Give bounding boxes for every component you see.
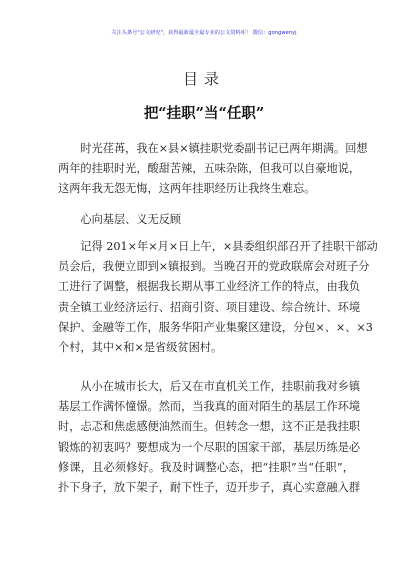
text-line: 两年的挂职时光，酸甜苦辣，五味杂陈，但我可以自豪地说， [58, 162, 361, 176]
section-heading [58, 210, 354, 230]
text-line: 责全镇工业经济运行、招商引资、项目建设、综合统计、环境 [58, 300, 361, 314]
toc-title: 目录 [182, 70, 225, 88]
text-line: 修课，且必须修好。我及时调整心态，把“挂职”当“任职”， [58, 460, 354, 474]
header-banner: 关注头条号"公文研究"，获得最新最全最专业的公文资料库！ 微信：gongwenyj [111, 30, 297, 36]
text-line: 扑下身子，放下架子，耐下性子，迈开步子，真心实意融入群 [58, 481, 361, 495]
paragraph-reflection [58, 377, 361, 498]
text-line: 工进行了调整，根据我长期从事工业经济工作的特点，由我负 [58, 280, 361, 294]
paragraph-intro [58, 139, 368, 200]
paragraph-report [58, 237, 378, 358]
text-line: 基层工作满怀憧憬。然而，当我真的面对陌生的基层工作环境 [58, 400, 361, 414]
text-line: 员会后，我便立即到×镇报到。当晚召开的党政联席会对班子分 [58, 260, 370, 274]
text-line: 时，忐忑和焦虑感便油然而生。但转念一想，这不正是我挂职 [58, 420, 361, 434]
document-title: 把“挂职”当“任职” [143, 105, 265, 122]
text-line: 锻炼的初衷吗？要想成为一个尽职的国家干部，基层历练是必 [58, 440, 361, 454]
text-line: 个村，其中×和×是省级贫困村。 [58, 341, 223, 355]
text-line: 时光荏苒，我在×县×镇挂职党委副书记已两年期满。回想 [58, 142, 368, 155]
text-line: 这两年我无怨无悔，这两年挂职经历让我终生难忘。 [58, 182, 316, 196]
text-line: 保护、金融等工作，服务华阳产业集聚区建设，分包×、×、×3 [58, 320, 373, 334]
text-line: 从小在城市长大，后又在市直机关工作，挂职前我对乡镇 [58, 380, 361, 393]
text-line: 记得 201×年×月×日上午，×县委组织部召开了挂职干部动 [58, 240, 378, 253]
section-heading-text: 心向基层、义无反顾 [58, 213, 182, 226]
